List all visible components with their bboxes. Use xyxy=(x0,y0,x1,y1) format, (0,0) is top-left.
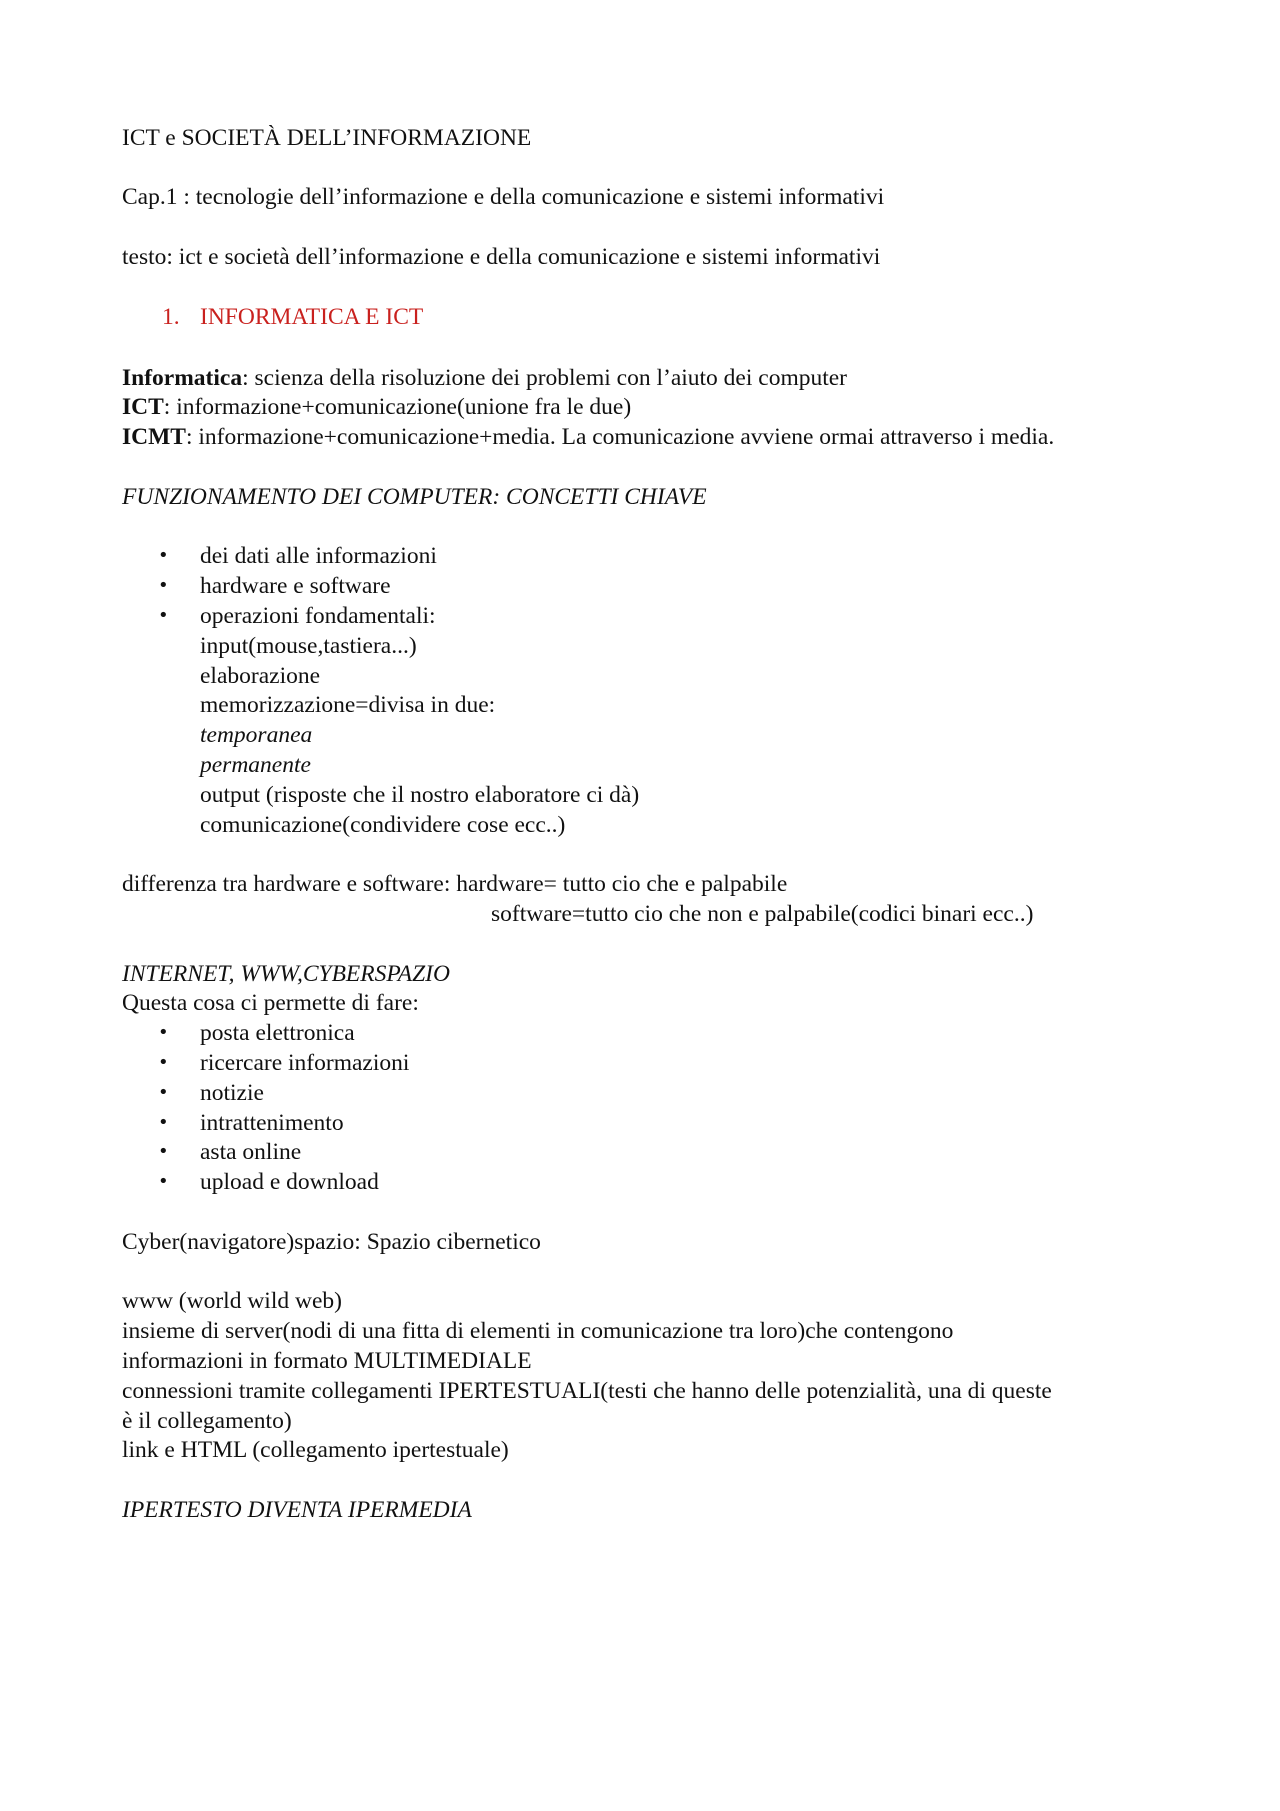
list-item: intrattenimento xyxy=(200,1110,344,1136)
bullet-icon: • xyxy=(158,1052,169,1073)
definition-term: ICT xyxy=(122,394,164,420)
www-line: informazioni in formato MULTIMEDIALE xyxy=(122,1348,532,1374)
op-comunicazione: comunicazione(condividere cose ecc..) xyxy=(200,812,566,838)
list-item: hardware e software xyxy=(200,573,391,599)
heading-ipertesto: IPERTESTO DIVENTA IPERMEDIA xyxy=(122,1497,472,1523)
section-number: 1. xyxy=(162,304,180,330)
definition-icmt xyxy=(122,422,1054,452)
bullet-icon: • xyxy=(158,605,169,626)
list-item: dei dati alle informazioni xyxy=(200,543,437,569)
software-def: software=tutto cio che non e palpabile(codici binari ecc..) xyxy=(491,901,1034,927)
internet-intro: Questa cosa ci permette di fare: xyxy=(122,990,419,1016)
www-line: è il collegamento) xyxy=(122,1408,292,1434)
bullet-icon: • xyxy=(158,1112,169,1133)
op-memorizzazione: memorizzazione=divisa in due: xyxy=(200,692,496,718)
op-permanente: permanente xyxy=(200,752,311,778)
bullet-icon: • xyxy=(158,1082,169,1103)
bullet-icon: • xyxy=(158,1171,169,1192)
definition-term: ICMT xyxy=(122,424,186,450)
list-item: asta online xyxy=(200,1139,302,1165)
list-item: ricercare informazioni xyxy=(200,1050,410,1076)
section-title: INFORMATICA E ICT xyxy=(200,304,424,330)
bullet-icon: • xyxy=(158,1141,169,1162)
list-item: posta elettronica xyxy=(200,1020,355,1046)
chapter-line: Cap.1 : tecnologie dell’informazione e della comunicazione e sistemi informativi xyxy=(122,184,885,210)
heading-funzionamento: FUNZIONAMENTO DEI COMPUTER: CONCETTI CHIAVE xyxy=(122,484,707,510)
definition-informatica xyxy=(122,363,847,393)
definition-text: : informazione+comunicazione(unione fra le due) xyxy=(163,394,632,420)
definition-term: Informatica xyxy=(122,365,243,391)
bullet-icon: • xyxy=(158,1022,169,1043)
op-temporanea: temporanea xyxy=(200,722,313,748)
doc-title: ICT e SOCIETÀ DELL’INFORMAZIONE xyxy=(122,125,532,151)
cyber-line: Cyber(navigatore)spazio: Spazio cibernetico xyxy=(122,1229,541,1255)
www-line: connessioni tramite collegamenti IPERTESTUALI(testi che hanno delle potenzialità, una di queste xyxy=(122,1378,1052,1404)
www-line: link e HTML (collegamento ipertestuale) xyxy=(122,1437,509,1463)
list-item: operazioni fondamentali: xyxy=(200,603,436,629)
www-line: insieme di server(nodi di una fitta di elementi in comunicazione tra loro)che contengono xyxy=(122,1318,954,1344)
difference-line xyxy=(122,869,787,899)
hardware-def: hardware= tutto cio che e palpabile xyxy=(456,871,788,897)
bullet-icon: • xyxy=(158,545,169,566)
op-elaborazione: elaborazione xyxy=(200,663,321,689)
heading-internet: INTERNET, WWW,CYBERSPAZIO xyxy=(122,961,450,987)
definition-text: : scienza della risoluzione dei problemi con l’aiuto dei computer xyxy=(242,365,848,391)
www-line: www (world wild web) xyxy=(122,1288,342,1314)
definition-text: : informazione+comunicazione+media. La comunicazione avviene ormai attraverso i media. xyxy=(185,424,1055,450)
list-item: upload e download xyxy=(200,1169,379,1195)
bullet-icon: • xyxy=(158,575,169,596)
difference-label: differenza tra hardware e software: xyxy=(122,871,457,897)
text-reference: testo: ict e società dell’informazione e della comunicazione e sistemi informativi xyxy=(122,244,881,270)
op-output: output (risposte che il nostro elaboratore ci dà) xyxy=(200,782,640,808)
op-input: input(mouse,tastiera...) xyxy=(200,633,417,659)
list-item: notizie xyxy=(200,1080,264,1106)
definition-ict xyxy=(122,392,631,422)
